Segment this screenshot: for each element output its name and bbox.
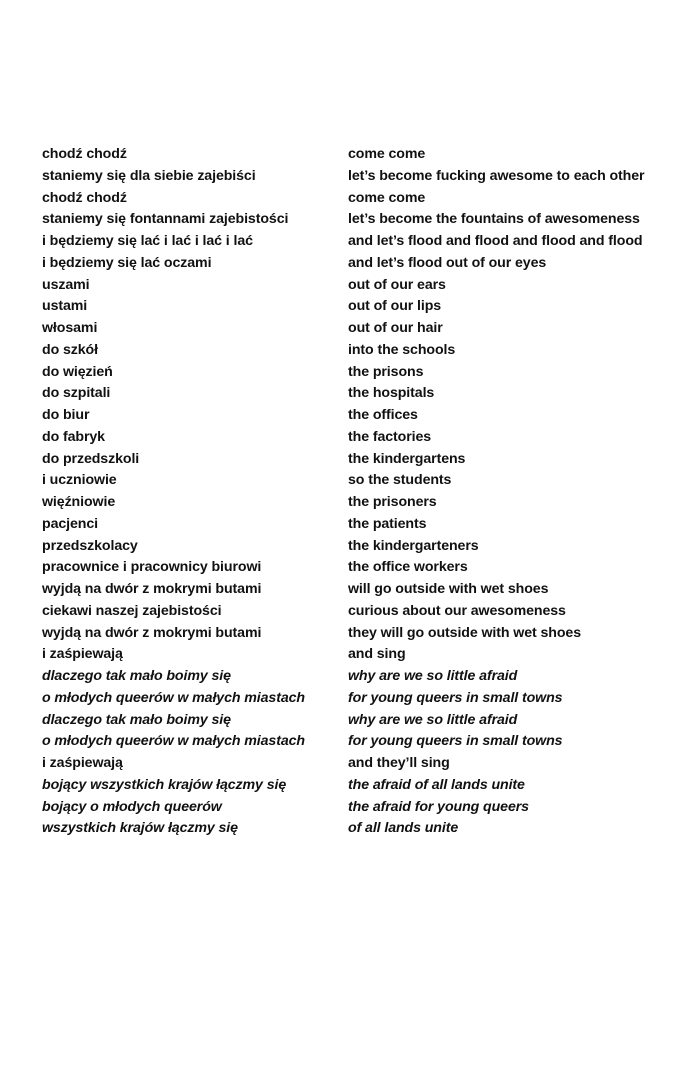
polish-line: staniemy się fontannami zajebistości: [42, 211, 289, 228]
english-line: for young queers in small towns: [348, 733, 563, 750]
english-line: let’s become fucking awesome to each other: [348, 167, 645, 184]
polish-line: wszystkich krajów łączmy się: [42, 820, 238, 837]
english-line: of all lands unite: [348, 820, 459, 837]
polish-line: dlaczego tak mało boimy się: [42, 668, 231, 684]
english-line: the hospitals: [348, 385, 435, 402]
english-line: why are we so little afraid: [348, 668, 518, 684]
polish-line: pacjenci: [42, 515, 98, 532]
english-line: the prisons: [348, 363, 424, 380]
english-line: come come: [348, 189, 426, 206]
polish-line: o młodych queerów w małych miastach: [42, 733, 305, 750]
english-line: why are we so little afraid: [348, 711, 518, 728]
english-line: the afraid of all lands unite: [348, 776, 525, 793]
english-column: [348, 144, 688, 840]
english-line: out of our hair: [348, 320, 443, 336]
english-line: the kindergarteners: [348, 537, 479, 554]
polish-line: do szpitali: [42, 385, 111, 402]
english-line: curious about our awesomeness: [348, 602, 566, 619]
polish-line: do więzień: [42, 363, 113, 380]
english-line: so the students: [348, 472, 452, 489]
english-line: into the schools: [348, 341, 456, 358]
polish-line: i zaśpiewają: [42, 646, 123, 663]
polish-line: więźniowie: [42, 494, 116, 510]
polish-line: wyjdą na dwór z mokrymi butami: [42, 581, 262, 597]
polish-line: do szkół: [42, 341, 98, 358]
polish-line: przedszkolacy: [42, 537, 138, 554]
polish-line: i uczniowie: [42, 472, 117, 489]
english-line: the afraid for young queers: [348, 798, 529, 815]
english-line: let’s become the fountains of awesomeness: [348, 211, 640, 228]
polish-line: pracownice i pracownicy biurowi: [42, 559, 262, 576]
polish-line: o młodych queerów w małych miastach: [42, 689, 305, 706]
english-line: and let’s flood and flood and flood and flood: [348, 233, 643, 249]
english-line: they will go outside with wet shoes: [348, 624, 581, 641]
english-line: the kindergartens: [348, 450, 466, 467]
english-line: will go outside with wet shoes: [348, 581, 549, 597]
polish-line: do biur: [42, 407, 90, 423]
english-line: and they’ll sing: [348, 755, 450, 771]
polish-line: do fabryk: [42, 428, 105, 445]
english-line: the prisoners: [348, 494, 437, 510]
polish-line: dlaczego tak mało boimy się: [42, 711, 231, 728]
polish-line: i będziemy się lać i lać i lać i lać: [42, 233, 253, 249]
polish-line: i zaśpiewają: [42, 755, 123, 771]
polish-line: ustami: [42, 298, 88, 315]
english-line: and sing: [348, 646, 406, 663]
polish-line: bojący wszystkich krajów łączmy się: [42, 776, 287, 793]
english-line: the office workers: [348, 559, 468, 576]
english-line: the patients: [348, 515, 427, 532]
polish-line: bojący o młodych queerów: [42, 798, 222, 815]
polish-line: ciekawi naszej zajebistości: [42, 602, 222, 619]
polish-line: i będziemy się lać oczami: [42, 254, 212, 271]
english-line: out of our lips: [348, 298, 442, 315]
polish-line: uszami: [42, 276, 90, 293]
english-line: come come: [348, 146, 426, 162]
polish-line: chodź chodź: [42, 146, 127, 162]
polish-column: [42, 144, 338, 840]
english-line: the factories: [348, 428, 432, 445]
english-line: for young queers in small towns: [348, 689, 563, 706]
english-line: the offices: [348, 407, 418, 423]
polish-line: staniemy się dla siebie zajebiści: [42, 167, 256, 184]
polish-line: wyjdą na dwór z mokrymi butami: [42, 624, 262, 641]
polish-line: do przedszkoli: [42, 450, 140, 467]
english-line: out of our ears: [348, 276, 446, 293]
polish-line: włosami: [42, 320, 98, 336]
english-line: and let’s flood out of our eyes: [348, 254, 547, 271]
polish-line: chodź chodź: [42, 189, 127, 206]
